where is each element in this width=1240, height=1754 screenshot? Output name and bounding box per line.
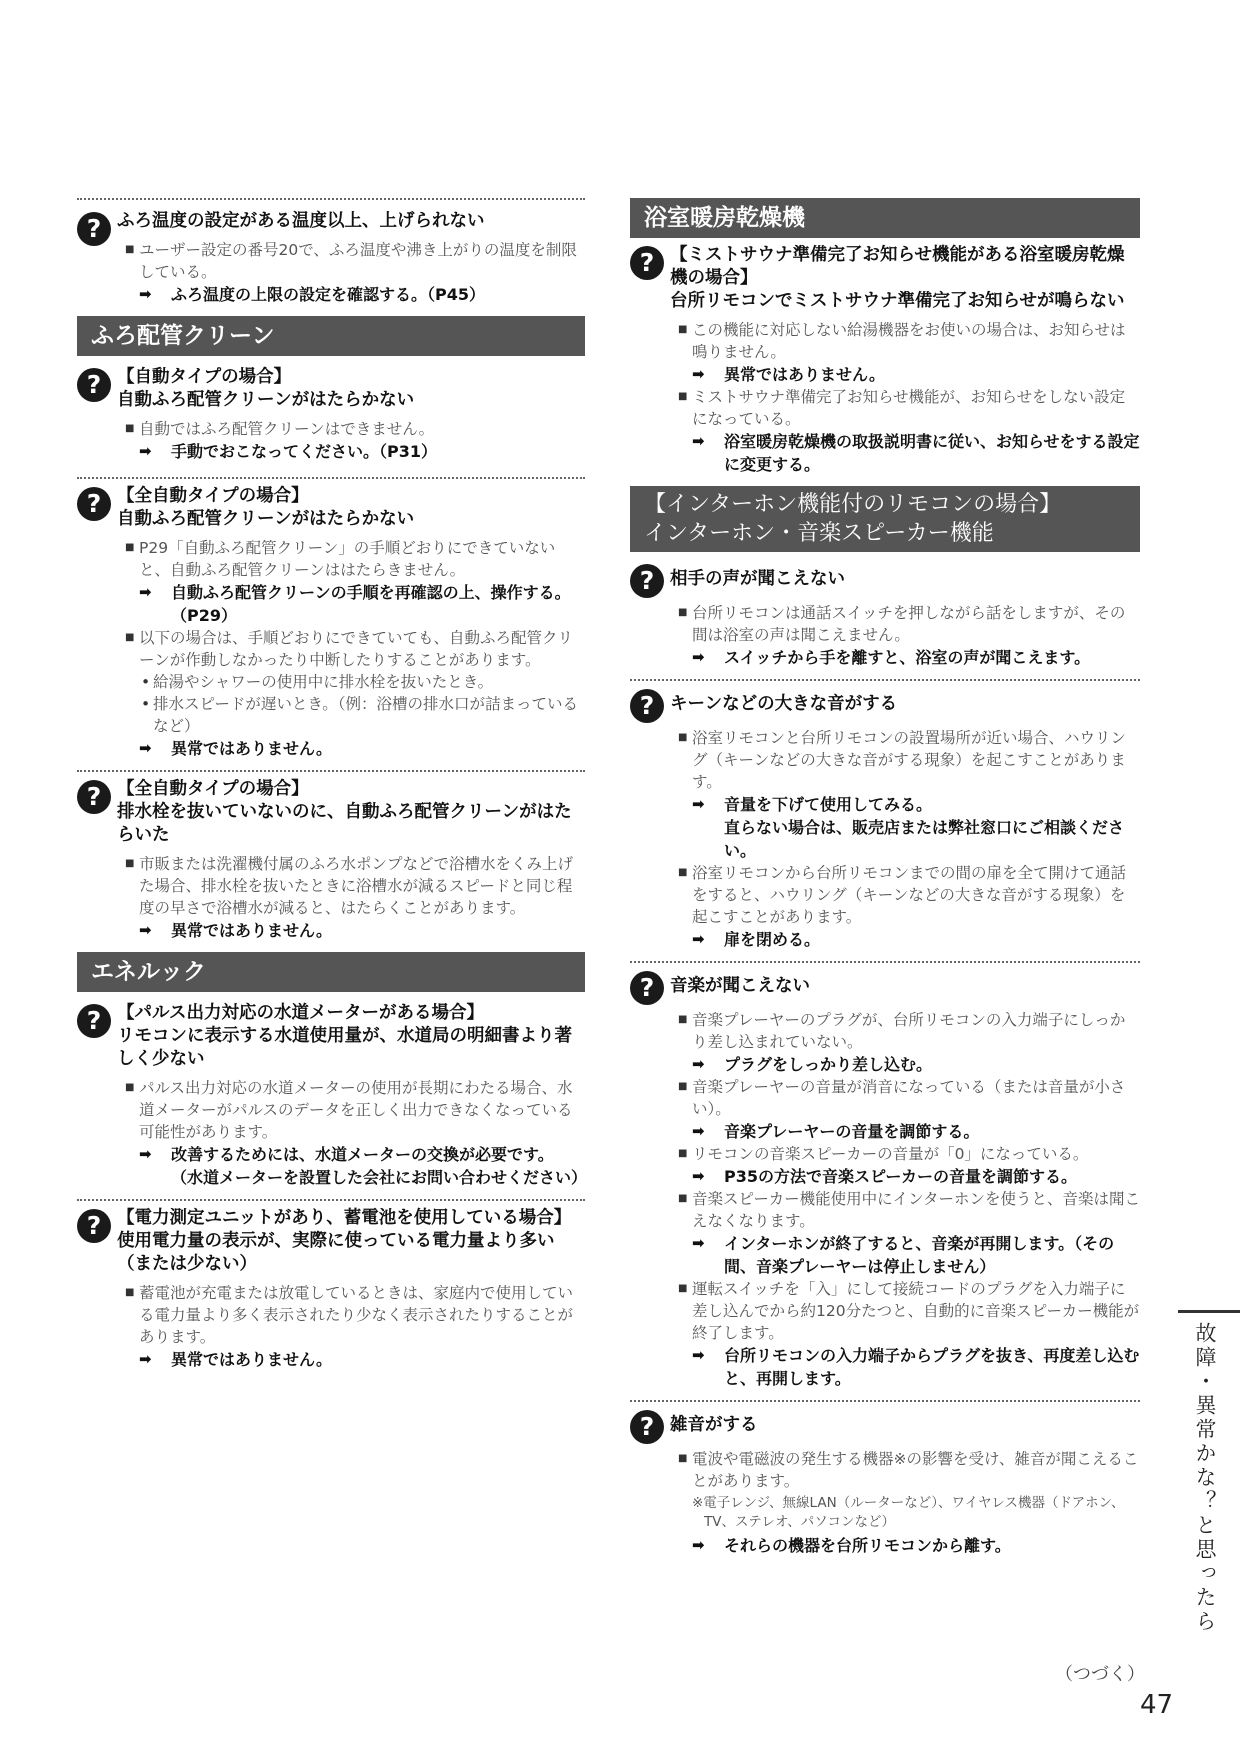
section-title <box>630 486 1140 552</box>
question-icon: ? <box>77 368 111 402</box>
faq-question: 排水栓を抜いていないのに、自動ふろ配管クリーンがはたらいた <box>117 802 572 845</box>
bullet-text: ■ P29「自動ふろ配管クリーン」の手順どおりにできていないと、自動ふろ配管クリーンははたらきません。 <box>125 537 585 581</box>
section-title: 浴室暖房乾燥機 <box>630 198 1140 238</box>
faq-question: 使用電力量の表示が、実際に使っている電力量より多い（または少ない） <box>117 1231 555 1274</box>
faq-condition: 【電力測定ユニットがあり、蓄電池を使用している場合】 <box>117 1208 572 1228</box>
bullet-text: ■ 蓄電池が充電または放電しているときは、家庭内で使用している電力量より多く表示されたり少なく表示されたりすることがあります。 <box>125 1282 585 1348</box>
faq-condition: 【自動タイプの場合】 <box>117 367 292 387</box>
answer-text: ➡ 台所リモコンの入力端子からプラグを抜き、再度差し込むと、再開します。 <box>692 1344 1140 1390</box>
question-icon: ? <box>630 564 664 598</box>
answer-text: ➡ 自動ふろ配管クリーンの手順を再確認の上、操作する。（P29） <box>139 581 585 627</box>
question-icon: ? <box>630 246 664 280</box>
answer-text: ➡ 音量を下げて使用してみる。 <box>692 793 1140 816</box>
answer-text: ➡ 扉を閉める。 <box>692 928 1140 951</box>
answer-text: ➡ 浴室暖房乾燥機の取扱説明書に従い、お知らせをする設定に変更する。 <box>692 430 1140 476</box>
answer-text: ➡ 異常ではありません。 <box>139 919 585 942</box>
section-title-line: インターホン・音楽スピーカー機能 <box>644 521 994 546</box>
bullet-text: ■ 電波や電磁波の発生する機器※の影響を受け、雑音が聞こえることがあります。 <box>678 1448 1140 1492</box>
question-icon: ? <box>630 971 664 1005</box>
section-title: エネルック <box>77 952 585 992</box>
right-column <box>630 198 1140 1557</box>
section-title-line: 【インターホン機能付のリモコンの場合】 <box>644 492 1062 517</box>
left-column <box>77 198 588 1371</box>
faq-question: 雑音がする <box>670 1415 758 1435</box>
answer-text: ➡ P35の方法で音楽スピーカーの音量を調節する。 <box>692 1165 1140 1188</box>
answer-text: （水道メーターを設置した会社にお問い合わせください） <box>171 1168 588 1187</box>
bullet-text: ■ ユーザー設定の番号20で、ふろ温度や沸き上がりの温度を制限している。 <box>125 239 585 283</box>
side-tab-rule <box>1178 1310 1240 1313</box>
faq-item <box>77 1207 585 1371</box>
faq-question: リモコンに表示する水道使用量が、水道局の明細書より著しく少ない <box>117 1026 572 1069</box>
faq-item <box>77 366 585 463</box>
answer-text: 直らない場合は、販売店または弊社窓口にご相談ください。 <box>724 818 1125 860</box>
faq-item <box>77 485 585 760</box>
bullet-text: ■ 浴室リモコンと台所リモコンの設置場所が近い場合、ハウリング（キーンなどの大きな音がする現象）を起こすことがあります。 <box>678 727 1140 793</box>
sub-bullet-text: • 排水スピードが遅いとき。（例：浴槽の排水口が詰まっているなど） <box>139 693 585 737</box>
sub-bullet-text: • 給湯やシャワーの使用中に排水栓を抜いたとき。 <box>139 671 585 693</box>
faq-condition: 【パルス出力対応の水道メーターがある場合】 <box>117 1003 484 1023</box>
question-icon: ? <box>77 1004 111 1038</box>
faq-item <box>630 244 1140 476</box>
faq-condition: 【ミストサウナ準備完了お知らせ機能がある浴室暖房乾燥機の場合】 <box>670 245 1125 288</box>
answer-text: ➡ 手動でおこなってください。（P31） <box>139 440 585 463</box>
faq-item <box>630 687 1140 951</box>
bullet-text: ■ 市販または洗濯機付属のふろ水ポンプなどで浴槽水をくみ上げた場合、排水栓を抜いたときに浴槽水が減るスピードと同じ程度の早さで浴槽水が減ると、はたらくことがあります。 <box>125 853 585 919</box>
faq-item <box>630 562 1140 669</box>
faq-item <box>630 1408 1140 1557</box>
bullet-text: ■ 浴室リモコンから台所リモコンまでの間の扉を全て開けて通話をすると、ハウリング（キーンなどの大きな音がする現象）を起こすことがあります。 <box>678 862 1140 928</box>
answer-text: ➡ スイッチから手を離すと、浴室の声が聞こえます。 <box>692 646 1140 669</box>
faq-condition: 【全自動タイプの場合】 <box>117 486 309 506</box>
faq-item <box>77 1002 588 1189</box>
faq-question: キーンなどの大きな音がする <box>670 694 898 714</box>
question-icon: ? <box>77 212 111 246</box>
bullet-text: ■ パルス出力対応の水道メーターの使用が長期にわたる場合、水道メーターがパルスのデータを正しく出力できなくなっている可能性があります。 <box>125 1077 585 1143</box>
faq-item <box>77 778 585 942</box>
bullet-text: ■ 台所リモコンは通話スイッチを押しながら話をしますが、その間は浴室の声は聞こえません。 <box>678 602 1140 646</box>
faq-item <box>630 969 1140 1390</box>
side-tab-label: 故障・異常かな？と思ったら <box>1193 1322 1217 1634</box>
faq-question: ふろ温度の設定がある温度以上、上げられない <box>117 211 485 231</box>
faq-question: 相手の声が聞こえない <box>670 569 845 589</box>
bullet-text: ■ 以下の場合は、手順どおりにできていても、自動ふろ配管クリーンが作動しなかったり中断したりすることがあります。 <box>125 627 585 671</box>
bullet-text: ■ 運転スイッチを「入」にして接続コードのプラグを入力端子に差し込んでから約120分たつと、自動的に音楽スピーカー機能が終了します。 <box>678 1278 1140 1344</box>
bullet-text: ■ この機能に対応しない給湯機器をお使いの場合は、お知らせは鳴りません。 <box>678 319 1140 363</box>
question-icon: ? <box>77 1209 111 1243</box>
bullet-text: ■ ミストサウナ準備完了お知らせ機能が、お知らせをしない設定になっている。 <box>678 386 1140 430</box>
answer-text: ➡ 異常ではありません。 <box>139 1348 585 1371</box>
bullet-text: ■ 音楽プレーヤーのプラグが、台所リモコンの入力端子にしっかり差し込まれていない。 <box>678 1009 1140 1053</box>
faq-question: 自動ふろ配管クリーンがはたらかない <box>117 390 415 410</box>
answer-text: ➡ プラグをしっかり差し込む。 <box>692 1053 1140 1076</box>
answer-text: ➡ それらの機器を台所リモコンから離す。 <box>692 1534 1140 1557</box>
faq-question: 台所リモコンでミストサウナ準備完了お知らせが鳴らない <box>670 291 1125 311</box>
footnote-text: ※電子レンジ、無線LAN（ルーターなど）、ワイヤレス機器（ドアホン、TV、ステレオ、パソコンなど） <box>692 1495 1125 1530</box>
answer-text: ➡ 異常ではありません。 <box>139 737 585 760</box>
bullet-text: ■ 音楽スピーカー機能使用中にインターホンを使うと、音楽は聞こえなくなります。 <box>678 1188 1140 1232</box>
answer-text: ➡ ふろ温度の上限の設定を確認する。（P45） <box>139 283 585 306</box>
answer-text: ➡ 異常ではありません。 <box>692 363 1140 386</box>
answer-text: ➡ 改善するためには、水道メーターの交換が必要です。 <box>139 1143 585 1166</box>
question-icon: ? <box>77 780 111 814</box>
section-title: ふろ配管クリーン <box>77 316 585 356</box>
faq-question: 自動ふろ配管クリーンがはたらかない <box>117 509 415 529</box>
continued-label: （つづく） <box>1055 1664 1145 1685</box>
faq-condition: 【全自動タイプの場合】 <box>117 779 309 799</box>
answer-text: ➡ 音楽プレーヤーの音量を調節する。 <box>692 1120 1140 1143</box>
question-icon: ? <box>630 1410 664 1444</box>
bullet-text: ■ リモコンの音楽スピーカーの音量が「0」になっている。 <box>678 1143 1140 1165</box>
question-icon: ? <box>630 689 664 723</box>
faq-item <box>77 210 585 306</box>
bullet-text: ■ 自動ではふろ配管クリーンはできません。 <box>125 418 585 440</box>
bullet-text: ■ 音楽プレーヤーの音量が消音になっている（または音量が小さい）。 <box>678 1076 1140 1120</box>
page-number: 47 <box>1140 1690 1174 1720</box>
answer-text: ➡ インターホンが終了すると、音楽が再開します。（その間、音楽プレーヤーは停止しません） <box>692 1232 1140 1278</box>
faq-question: 音楽が聞こえない <box>670 976 810 996</box>
question-icon: ? <box>77 487 111 521</box>
